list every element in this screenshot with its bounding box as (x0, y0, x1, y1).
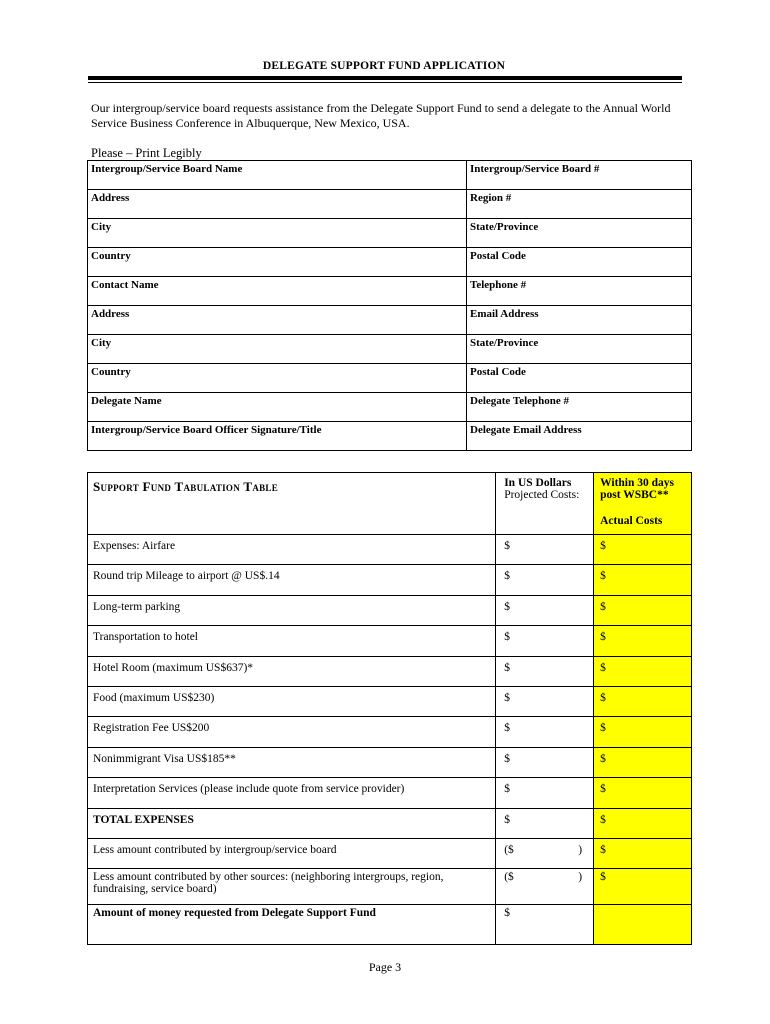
expense-label: Nonimmigrant Visa US$185** (88, 747, 496, 777)
actual-cost-field[interactable]: $ (594, 565, 692, 595)
actual-cost-field[interactable]: $ (594, 869, 692, 905)
projected-cost-field[interactable]: $ (496, 808, 594, 838)
info-row (88, 277, 692, 306)
info-field-right[interactable]: Delegate Email Address (467, 422, 692, 451)
projected-costs-label: Projected Costs: (504, 489, 580, 501)
info-field-right[interactable]: Delegate Telephone # (467, 393, 692, 422)
expense-label: Hotel Room (maximum US$637)* (88, 656, 496, 686)
projected-cost-field[interactable]: $ (496, 656, 594, 686)
expense-row (88, 905, 692, 945)
info-field-right[interactable]: Telephone # (467, 277, 692, 306)
actual-cost-field[interactable] (594, 905, 692, 945)
form-title: DELEGATE SUPPORT FUND APPLICATION (262, 60, 506, 72)
info-field-left[interactable]: Intergroup/Service Board Officer Signature/Title (88, 422, 467, 451)
actual-cost-field[interactable]: $ (594, 717, 692, 747)
tabulation-heading-cell (88, 473, 496, 535)
within-30-days-label: Within 30 days post WSBC** (600, 477, 675, 501)
expense-label: Interpretation Services (please include quote from service provider) (88, 778, 496, 808)
info-field-right[interactable]: State/Province (467, 219, 692, 248)
expense-row (88, 838, 692, 868)
actual-cost-field[interactable]: $ (594, 626, 692, 656)
info-field-right[interactable]: Intergroup/Service Board # (467, 161, 692, 190)
actual-cost-field[interactable]: $ (594, 808, 692, 838)
projected-cost-field[interactable]: $ (496, 565, 594, 595)
expense-label: Less amount contributed by intergroup/service board (88, 838, 496, 868)
actual-cost-field[interactable]: $ (594, 778, 692, 808)
expense-row (88, 626, 692, 656)
tabulation-header-row (88, 473, 692, 535)
projected-cost-field[interactable]: $ (496, 626, 594, 656)
expense-row (88, 778, 692, 808)
projected-cost-field[interactable]: $ (496, 595, 594, 625)
info-row (88, 306, 692, 335)
paren-open: ($ (504, 843, 514, 856)
projected-cost-field[interactable] (496, 869, 594, 905)
expense-label: TOTAL EXPENSES (88, 808, 496, 838)
actual-cost-field[interactable]: $ (594, 686, 692, 716)
info-field-left[interactable]: Address (88, 306, 467, 335)
expense-label: Expenses: Airfare (88, 535, 496, 565)
info-row (88, 219, 692, 248)
paren-close: ) (578, 871, 583, 884)
info-field-right[interactable]: Postal Code (467, 248, 692, 277)
actual-cost-field[interactable]: $ (594, 747, 692, 777)
expense-label: Transportation to hotel (88, 626, 496, 656)
info-row (88, 248, 692, 277)
info-field-left[interactable]: City (88, 335, 467, 364)
info-field-right[interactable]: State/Province (467, 335, 692, 364)
actual-cost-field[interactable]: $ (594, 838, 692, 868)
actual-cost-field[interactable]: $ (594, 535, 692, 565)
projected-cost-field[interactable]: $ (496, 905, 594, 945)
expense-row (88, 656, 692, 686)
expense-row (88, 686, 692, 716)
expense-label: Registration Fee US$200 (88, 717, 496, 747)
info-field-right[interactable]: Email Address (467, 306, 692, 335)
in-us-dollars-label: In US Dollars (504, 477, 572, 489)
info-field-left[interactable]: City (88, 219, 467, 248)
info-field-left[interactable]: Country (88, 364, 467, 393)
projected-cost-field[interactable]: $ (496, 778, 594, 808)
projected-cost-field[interactable]: $ (496, 686, 594, 716)
paren-open: ($ (504, 871, 514, 884)
actual-cost-field[interactable]: $ (594, 656, 692, 686)
info-row (88, 364, 692, 393)
actual-costs-header (594, 473, 692, 535)
page-number: Page 3 (368, 960, 402, 974)
tabulation-table (87, 472, 692, 945)
expense-label: Amount of money requested from Delegate Support Fund (88, 905, 496, 945)
info-field-left[interactable]: Country (88, 248, 467, 277)
projected-cost-field[interactable] (496, 838, 594, 868)
tabulation-heading: Support Fund Tabulation Table (93, 479, 279, 494)
expense-row (88, 535, 692, 565)
expense-label: Long-term parking (88, 595, 496, 625)
expense-label: Food (maximum US$230) (88, 686, 496, 716)
info-row (88, 422, 692, 451)
paren-close: ) (578, 843, 583, 856)
contact-info-table (87, 160, 692, 451)
actual-cost-field[interactable]: $ (594, 595, 692, 625)
projected-costs-header (496, 473, 594, 535)
expense-row (88, 565, 692, 595)
info-field-left[interactable]: Delegate Name (88, 393, 467, 422)
projected-cost-field[interactable]: $ (496, 535, 594, 565)
print-legibly-note: Please – Print Legibly (91, 146, 202, 160)
actual-costs-label: Actual Costs (600, 515, 663, 527)
info-row (88, 161, 692, 190)
title-rule-thick (88, 76, 682, 80)
expense-row (88, 869, 692, 905)
expense-row (88, 595, 692, 625)
intro-paragraph: Our intergroup/service board requests assistance from the Delegate Support Fund to send a delegate to the Annual World Service Business Conference in Albuquerque, New Mexico, USA. (91, 101, 671, 130)
info-field-left[interactable]: Contact Name (88, 277, 467, 306)
info-row (88, 393, 692, 422)
info-field-right[interactable]: Region # (467, 190, 692, 219)
projected-cost-field[interactable]: $ (496, 747, 594, 777)
info-field-right[interactable]: Postal Code (467, 364, 692, 393)
expense-label: Less amount contributed by other sources: (neighboring intergroups, region, fundraising, service board) (88, 869, 496, 905)
expense-label: Round trip Mileage to airport @ US$.14 (88, 565, 496, 595)
expense-row (88, 717, 692, 747)
info-field-left[interactable]: Intergroup/Service Board Name (88, 161, 467, 190)
projected-cost-field[interactable]: $ (496, 717, 594, 747)
info-row (88, 335, 692, 364)
info-field-left[interactable]: Address (88, 190, 467, 219)
title-rule-thin (88, 82, 682, 83)
info-row (88, 190, 692, 219)
expense-row (88, 747, 692, 777)
expense-row (88, 808, 692, 838)
